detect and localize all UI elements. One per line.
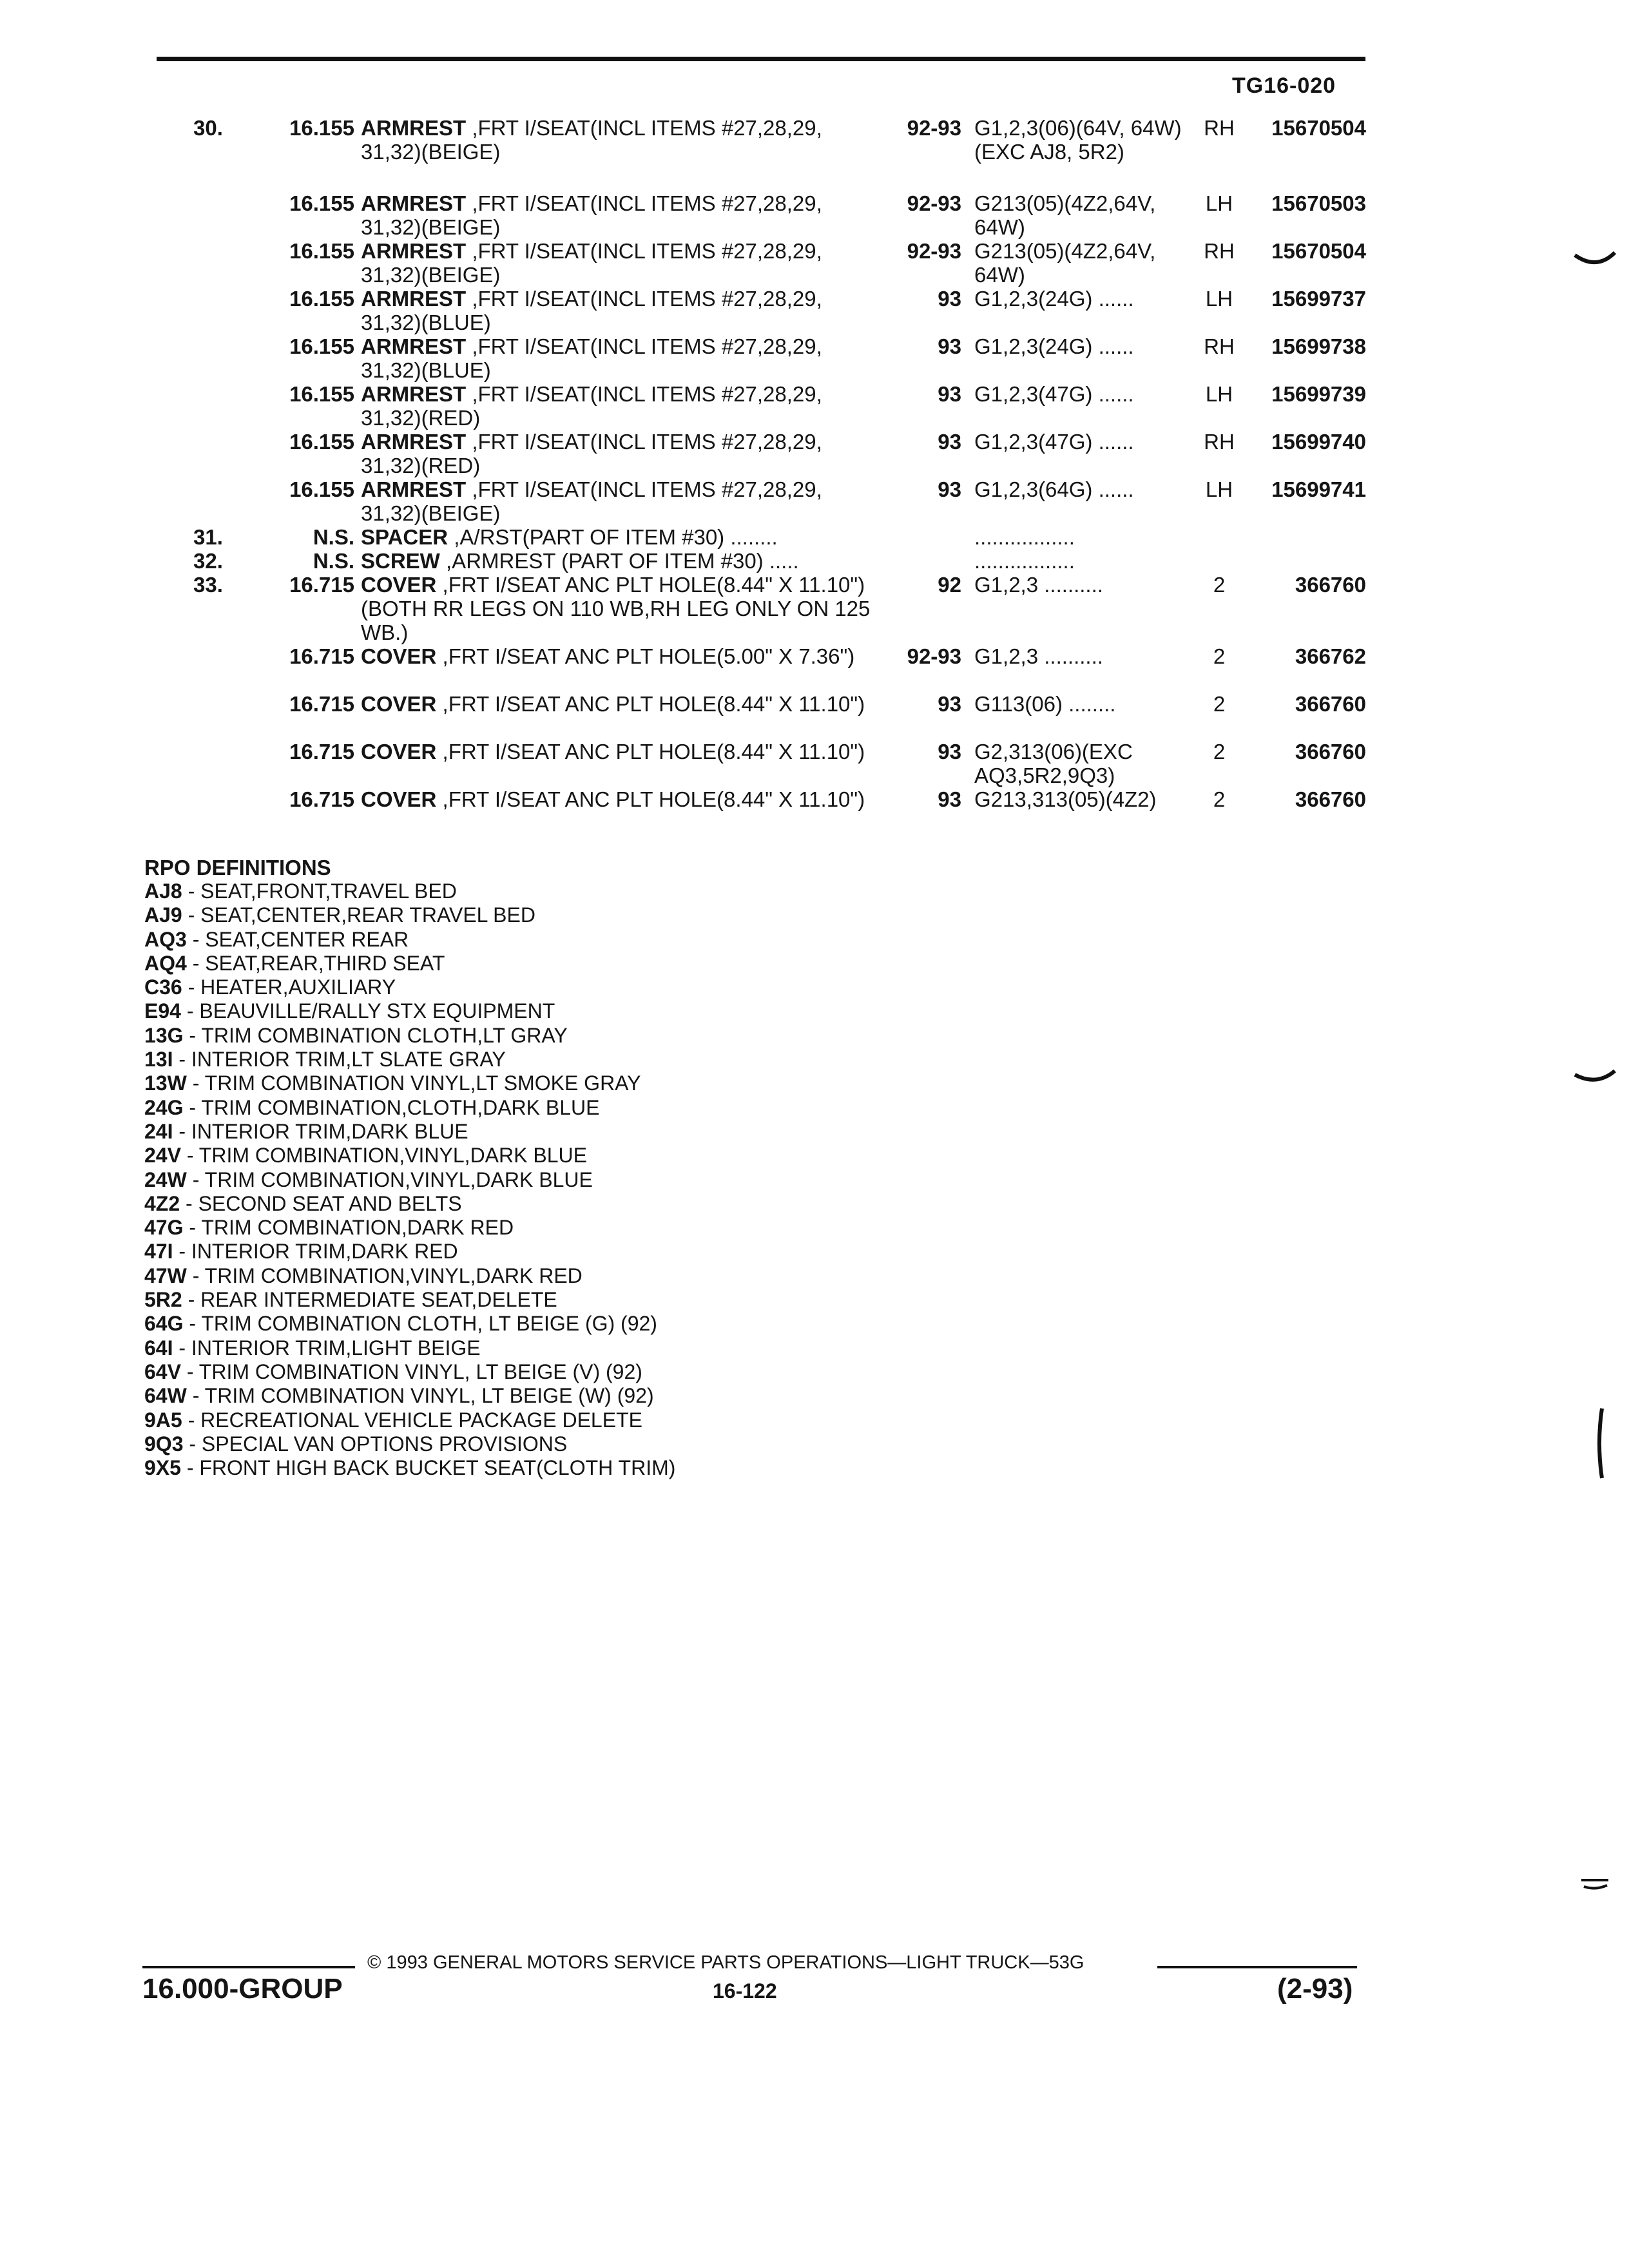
group-number: 16.715 bbox=[289, 740, 354, 764]
rpo-code: 9X5 bbox=[144, 1456, 181, 1480]
part-description bbox=[361, 644, 876, 668]
rpo-entry bbox=[144, 1288, 982, 1312]
rpo-code: 9A5 bbox=[144, 1408, 182, 1432]
rpo-entry bbox=[144, 1240, 982, 1264]
side-qty: LH bbox=[1205, 287, 1233, 311]
series-usage: G1,2,3 .......... bbox=[974, 573, 1103, 597]
part-name: SPACER bbox=[361, 525, 448, 549]
binder-mark bbox=[1592, 1405, 1611, 1482]
part-name: COVER bbox=[361, 644, 437, 668]
part-detail: ,FRT I/SEAT(INCL ITEMS #27,28,29, 31,32)(BLUE) bbox=[361, 334, 822, 382]
rpo-entry bbox=[144, 1456, 982, 1480]
copyright-line: © 1993 GENERAL MOTORS SERVICE PARTS OPERATIONS—LIGHT TRUCK—53G bbox=[367, 1952, 1084, 1973]
part-detail: ,FRT I/SEAT ANC PLT HOLE(5.00" X 7.36") bbox=[436, 644, 855, 668]
item-number: 31. bbox=[193, 525, 223, 549]
model-years: 93 bbox=[938, 287, 961, 311]
rpo-entry bbox=[144, 1432, 982, 1456]
rpo-code: 24W bbox=[144, 1168, 187, 1191]
part-detail: ,A/RST(PART OF ITEM #30) ........ bbox=[448, 525, 778, 549]
rpo-entry bbox=[144, 1024, 982, 1048]
rpo-text: - SEAT,REAR,THIRD SEAT bbox=[186, 951, 445, 975]
model-years: 92-93 bbox=[907, 239, 961, 263]
part-description bbox=[361, 334, 876, 382]
part-detail: ,FRT I/SEAT ANC PLT HOLE(8.44" X 11.10") bbox=[436, 787, 865, 811]
rpo-entry bbox=[144, 1072, 982, 1095]
part-name: ARMREST bbox=[361, 477, 467, 501]
binder-mark bbox=[1572, 1063, 1617, 1089]
part-description bbox=[361, 549, 876, 573]
rpo-code: AQ4 bbox=[144, 951, 187, 975]
revision-date: (2-93) bbox=[1277, 1973, 1353, 2004]
model-years: 93 bbox=[938, 334, 961, 358]
rpo-text: - TRIM COMBINATION,VINYL,DARK BLUE bbox=[180, 1144, 587, 1168]
series-usage: G1,2,3 .......... bbox=[974, 644, 1103, 668]
rpo-entry bbox=[144, 1216, 982, 1240]
side-qty: 2 bbox=[1213, 692, 1226, 716]
part-number: 366760 bbox=[1295, 740, 1366, 764]
group-number: 16.715 bbox=[289, 692, 354, 716]
rpo-entry bbox=[144, 1312, 982, 1336]
rpo-entry bbox=[144, 952, 982, 975]
rpo-code: 64W bbox=[144, 1384, 187, 1408]
rpo-text: - INTERIOR TRIM,DARK BLUE bbox=[173, 1119, 468, 1143]
rpo-code: 47I bbox=[144, 1240, 173, 1264]
rpo-text: - TRIM COMBINATION VINYL, LT BEIGE (V) (92) bbox=[180, 1360, 642, 1383]
side-qty: RH bbox=[1204, 239, 1235, 263]
part-name: COVER bbox=[361, 787, 437, 811]
rpo-text: - TRIM COMBINATION,VINYL,DARK BLUE bbox=[186, 1168, 593, 1191]
model-years: 93 bbox=[938, 382, 961, 406]
group-number: 16.155 bbox=[289, 334, 354, 358]
rpo-code: C36 bbox=[144, 975, 182, 999]
part-description bbox=[361, 287, 876, 334]
rpo-text: - SEAT,CENTER,REAR TRAVEL BED bbox=[182, 903, 535, 927]
rpo-entry bbox=[144, 999, 982, 1023]
group-label: 16.000-GROUP bbox=[142, 1973, 343, 2004]
series-usage: G1,2,3(24G) ...... bbox=[974, 334, 1134, 358]
rpo-title: RPO DEFINITIONS bbox=[144, 856, 331, 879]
side-qty: LH bbox=[1205, 477, 1233, 501]
rpo-text: - TRIM COMBINATION VINYL,LT SMOKE GRAY bbox=[186, 1072, 641, 1095]
group-number: 16.715 bbox=[289, 644, 354, 668]
rpo-entry bbox=[144, 879, 982, 903]
rpo-entry bbox=[144, 1384, 982, 1408]
part-detail: ,FRT I/SEAT ANC PLT HOLE(8.44" X 11.10") bbox=[436, 740, 865, 764]
series-usage: ................. bbox=[974, 525, 1075, 549]
rpo-definitions bbox=[144, 856, 982, 1480]
rpo-entry bbox=[144, 1048, 982, 1072]
group-number: 16.155 bbox=[289, 430, 354, 454]
part-description bbox=[361, 116, 876, 164]
item-number: 33. bbox=[193, 573, 223, 597]
rpo-entry bbox=[144, 1336, 982, 1360]
part-number: 366760 bbox=[1295, 573, 1366, 597]
binder-mark bbox=[1579, 1875, 1611, 1894]
part-name: ARMREST bbox=[361, 334, 467, 358]
rpo-text: - TRIM COMBINATION,VINYL,DARK RED bbox=[186, 1264, 583, 1287]
rpo-text: - TRIM COMBINATION,DARK RED bbox=[183, 1216, 514, 1240]
rpo-code: 64V bbox=[144, 1360, 181, 1383]
model-years: 93 bbox=[938, 477, 961, 501]
rpo-text: - RECREATIONAL VEHICLE PACKAGE DELETE bbox=[182, 1408, 642, 1432]
part-detail: ,FRT I/SEAT ANC PLT HOLE(8.44" X 11.10") (BOTH RR LEGS ON 110 WB,RH LEG ONLY ON 125 WB.) bbox=[361, 573, 871, 644]
rpo-code: 4Z2 bbox=[144, 1191, 180, 1215]
rpo-code: AJ8 bbox=[144, 879, 182, 903]
part-name: COVER bbox=[361, 573, 437, 597]
rpo-entry bbox=[144, 1408, 982, 1432]
group-number: 16.155 bbox=[289, 191, 354, 215]
part-name: COVER bbox=[361, 740, 437, 764]
rpo-code: 13W bbox=[144, 1072, 187, 1095]
rpo-text: - TRIM COMBINATION CLOTH, LT BEIGE (G) (92) bbox=[183, 1312, 657, 1336]
part-detail: ,FRT I/SEAT(INCL ITEMS #27,28,29, 31,32)(BEIGE) bbox=[361, 191, 822, 239]
footer-rule-right bbox=[1157, 1966, 1357, 1968]
side-qty: RH bbox=[1204, 334, 1235, 358]
part-number: 15699739 bbox=[1271, 382, 1366, 406]
rpo-entry bbox=[144, 1096, 982, 1120]
series-usage: G1,2,3(47G) ...... bbox=[974, 430, 1134, 454]
part-detail: ,FRT I/SEAT(INCL ITEMS #27,28,29, 31,32)(RED) bbox=[361, 430, 822, 477]
catalog-code: TG16-020 bbox=[1232, 73, 1336, 98]
part-name: ARMREST bbox=[361, 430, 467, 454]
footer-rule-left bbox=[142, 1966, 355, 1968]
part-name: ARMREST bbox=[361, 287, 467, 311]
rpo-text: - SPECIAL VAN OPTIONS PROVISIONS bbox=[183, 1432, 568, 1456]
rpo-text: - TRIM COMBINATION,CLOTH,DARK BLUE bbox=[183, 1095, 600, 1119]
rpo-text: - HEATER,AUXILIARY bbox=[182, 975, 396, 999]
part-description bbox=[361, 477, 876, 525]
part-description bbox=[361, 740, 876, 764]
part-name: ARMREST bbox=[361, 191, 467, 215]
part-description bbox=[361, 692, 876, 716]
part-description bbox=[361, 573, 876, 644]
part-number: 15699740 bbox=[1271, 430, 1366, 454]
item-number: 32. bbox=[193, 549, 223, 573]
side-qty: RH bbox=[1204, 116, 1235, 140]
group-number: 16.155 bbox=[289, 382, 354, 406]
part-number: 15699738 bbox=[1271, 334, 1366, 358]
part-detail: ,FRT I/SEAT ANC PLT HOLE(8.44" X 11.10") bbox=[436, 692, 865, 716]
rpo-entry bbox=[144, 1168, 982, 1192]
side-qty: RH bbox=[1204, 430, 1235, 454]
part-detail: ,FRT I/SEAT(INCL ITEMS #27,28,29, 31,32)(BEIGE) bbox=[361, 116, 822, 164]
group-number: N.S. bbox=[313, 549, 354, 573]
rpo-code: AJ9 bbox=[144, 903, 182, 927]
part-detail: ,FRT I/SEAT(INCL ITEMS #27,28,29, 31,32)(BEIGE) bbox=[361, 477, 822, 525]
part-detail: ,FRT I/SEAT(INCL ITEMS #27,28,29, 31,32)(BEIGE) bbox=[361, 239, 822, 287]
series-usage: G2,313(06)(EXC AQ3,5R2,9Q3) bbox=[974, 740, 1133, 787]
rpo-text: - SECOND SEAT AND BELTS bbox=[180, 1191, 462, 1215]
rpo-code: 47G bbox=[144, 1216, 184, 1240]
group-number: N.S. bbox=[313, 525, 354, 549]
series-usage: G213(05)(4Z2,64V, 64W) bbox=[974, 191, 1156, 239]
part-number: 15670504 bbox=[1271, 116, 1366, 140]
rpo-code: 24G bbox=[144, 1095, 184, 1119]
group-number: 16.155 bbox=[289, 477, 354, 501]
part-number: 15670503 bbox=[1271, 191, 1366, 215]
series-usage: G1,2,3(24G) ...... bbox=[974, 287, 1134, 311]
part-number: 15670504 bbox=[1271, 239, 1366, 263]
part-number: 15699741 bbox=[1271, 477, 1366, 501]
rpo-entry bbox=[144, 1144, 982, 1168]
model-years: 92-93 bbox=[907, 644, 961, 668]
rpo-entry bbox=[144, 1264, 982, 1288]
side-qty: LH bbox=[1205, 191, 1233, 215]
part-number: 366760 bbox=[1295, 787, 1366, 811]
model-years: 93 bbox=[938, 430, 961, 454]
rpo-text: - TRIM COMBINATION CLOTH,LT GRAY bbox=[183, 1023, 568, 1047]
rpo-entry bbox=[144, 928, 982, 952]
series-usage: G1,2,3(06)(64V, 64W)(EXC AJ8, 5R2) bbox=[974, 116, 1182, 164]
model-years: 92 bbox=[938, 573, 961, 597]
rpo-code: E94 bbox=[144, 999, 181, 1023]
part-number: 366762 bbox=[1295, 644, 1366, 668]
rpo-entry bbox=[144, 1192, 982, 1216]
rpo-entry bbox=[144, 975, 982, 999]
rpo-text: - SEAT,CENTER REAR bbox=[186, 927, 409, 951]
series-usage: G213(05)(4Z2,64V, 64W) bbox=[974, 239, 1156, 287]
rpo-code: 9Q3 bbox=[144, 1432, 184, 1456]
model-years: 93 bbox=[938, 692, 961, 716]
series-usage: G1,2,3(64G) ...... bbox=[974, 477, 1134, 501]
rpo-text: - SEAT,FRONT,TRAVEL BED bbox=[182, 879, 457, 903]
part-number: 15699737 bbox=[1271, 287, 1366, 311]
group-number: 16.715 bbox=[289, 787, 354, 811]
side-qty: 2 bbox=[1213, 787, 1226, 811]
part-name: ARMREST bbox=[361, 382, 467, 406]
rpo-entry bbox=[144, 1360, 982, 1384]
rpo-text: - INTERIOR TRIM,LT SLATE GRAY bbox=[173, 1048, 506, 1072]
group-number: 16.155 bbox=[289, 239, 354, 263]
rpo-entry bbox=[144, 903, 982, 927]
group-number: 16.155 bbox=[289, 287, 354, 311]
rpo-code: 47W bbox=[144, 1264, 187, 1287]
rpo-text: - REAR INTERMEDIATE SEAT,DELETE bbox=[182, 1288, 557, 1312]
rpo-code: 13I bbox=[144, 1048, 173, 1072]
part-detail: ,FRT I/SEAT(INCL ITEMS #27,28,29, 31,32)(BLUE) bbox=[361, 287, 822, 334]
rpo-text: - INTERIOR TRIM,LIGHT BEIGE bbox=[173, 1336, 481, 1360]
part-name: SCREW bbox=[361, 549, 440, 573]
side-qty: 2 bbox=[1213, 644, 1226, 668]
rpo-text: - FRONT HIGH BACK BUCKET SEAT(CLOTH TRIM) bbox=[180, 1456, 676, 1480]
group-number: 16.715 bbox=[289, 573, 354, 597]
rpo-code: 24I bbox=[144, 1119, 173, 1143]
model-years: 92-93 bbox=[907, 116, 961, 140]
part-number: 366760 bbox=[1295, 692, 1366, 716]
page-number: 16-122 bbox=[713, 1979, 777, 2003]
rpo-text: - TRIM COMBINATION VINYL, LT BEIGE (W) (92) bbox=[186, 1384, 654, 1408]
group-number: 16.155 bbox=[289, 116, 354, 140]
side-qty: 2 bbox=[1213, 573, 1226, 597]
side-qty: LH bbox=[1205, 382, 1233, 406]
side-qty: 2 bbox=[1213, 740, 1226, 764]
model-years: 93 bbox=[938, 787, 961, 811]
series-usage: G1,2,3(47G) ...... bbox=[974, 382, 1134, 406]
part-name: ARMREST bbox=[361, 116, 467, 140]
model-years: 92-93 bbox=[907, 191, 961, 215]
item-number: 30. bbox=[193, 116, 223, 140]
part-detail: ,ARMREST (PART OF ITEM #30) ..... bbox=[439, 549, 799, 573]
header-rule bbox=[157, 57, 1365, 61]
part-description bbox=[361, 430, 876, 477]
series-usage: G213,313(05)(4Z2) bbox=[974, 787, 1157, 811]
rpo-code: 24V bbox=[144, 1144, 181, 1168]
rpo-text: - BEAUVILLE/RALLY STX EQUIPMENT bbox=[180, 999, 555, 1023]
series-usage: G113(06) ........ bbox=[974, 692, 1116, 716]
part-description bbox=[361, 382, 876, 430]
series-usage: ................. bbox=[974, 549, 1075, 573]
part-description bbox=[361, 525, 876, 549]
rpo-text: - INTERIOR TRIM,DARK RED bbox=[173, 1240, 458, 1264]
rpo-code: 64G bbox=[144, 1312, 184, 1336]
part-detail: ,FRT I/SEAT(INCL ITEMS #27,28,29, 31,32)(RED) bbox=[361, 382, 822, 430]
rpo-code: 13G bbox=[144, 1023, 184, 1047]
part-description bbox=[361, 191, 876, 239]
rpo-code: 5R2 bbox=[144, 1288, 182, 1312]
part-name: ARMREST bbox=[361, 239, 467, 263]
part-name: COVER bbox=[361, 692, 437, 716]
rpo-code: AQ3 bbox=[144, 927, 187, 951]
rpo-entry bbox=[144, 1120, 982, 1144]
part-description bbox=[361, 239, 876, 287]
part-description bbox=[361, 787, 876, 811]
rpo-code: 64I bbox=[144, 1336, 173, 1360]
model-years: 93 bbox=[938, 740, 961, 764]
binder-mark bbox=[1572, 245, 1617, 271]
